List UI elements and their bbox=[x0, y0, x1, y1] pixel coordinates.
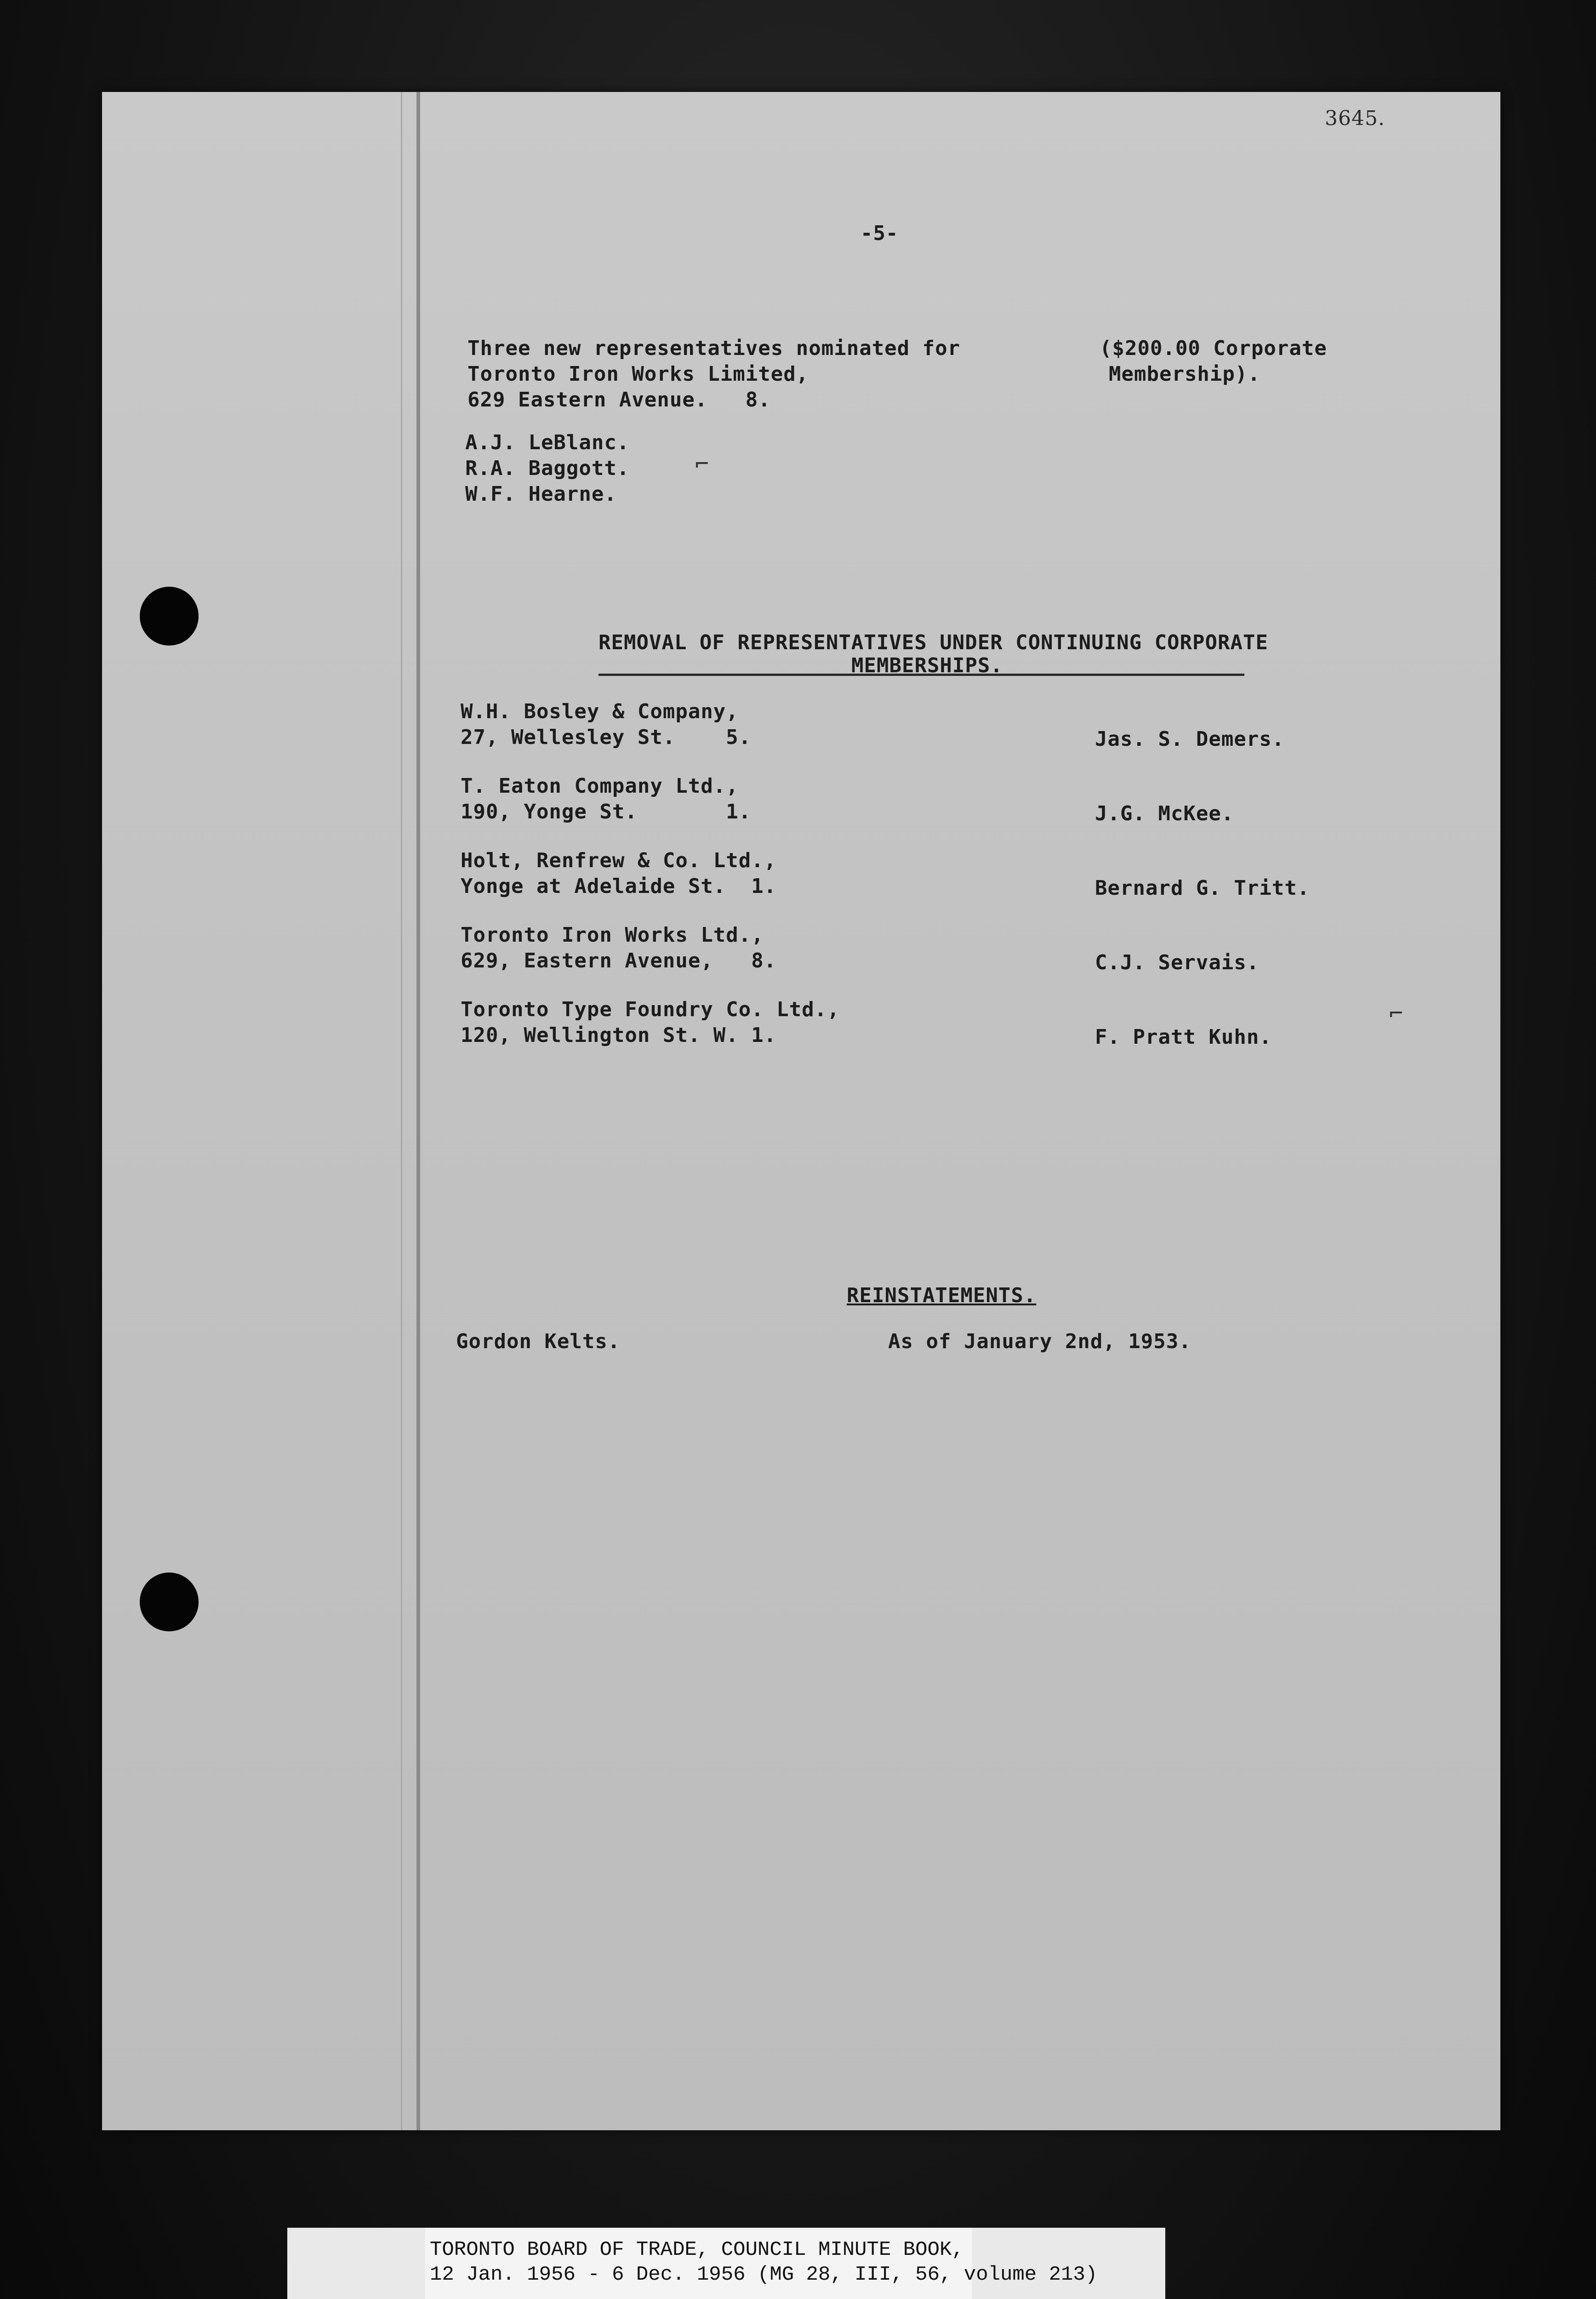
entry-3-representative: Bernard G. Tritt. bbox=[1095, 876, 1310, 900]
archive-label bbox=[287, 2228, 1165, 2299]
nomination-line-2: Toronto Iron Works Limited, bbox=[467, 362, 809, 386]
entry-5-company: Toronto Type Foundry Co. Ltd., bbox=[461, 998, 840, 1021]
entry-5-address: 120, Wellington St. W. 1. bbox=[461, 1024, 777, 1047]
entry-4-address: 629, Eastern Avenue, 8. bbox=[461, 949, 777, 972]
representative-3: W.F. Hearne. bbox=[465, 482, 617, 506]
entry-3-address: Yonge at Adelaide St. 1. bbox=[461, 875, 777, 898]
check-mark-2: ⌐ bbox=[1389, 1000, 1403, 1027]
entry-3-company: Holt, Renfrew & Co. Ltd., bbox=[461, 849, 777, 872]
representative-2: R.A. Baggott. bbox=[465, 457, 630, 480]
nomination-line-1: Three new representatives nominated for bbox=[467, 337, 961, 360]
removal-heading-line-2: MEMBERSHIPS. bbox=[851, 654, 1003, 677]
nomination-line-3: 629 Eastern Avenue. 8. bbox=[467, 388, 771, 412]
margin-rule-light bbox=[401, 92, 402, 2130]
removal-heading-line-1: REMOVAL OF REPRESENTATIVES UNDER CONTINUING CORPORATE bbox=[598, 631, 1268, 654]
reinstated-name: Gordon Kelts. bbox=[456, 1330, 621, 1353]
margin-rule bbox=[416, 92, 420, 2130]
entry-4-representative: C.J. Servais. bbox=[1095, 951, 1260, 974]
reinstatement-date: As of January 2nd, 1953. bbox=[888, 1330, 1191, 1353]
representative-1: A.J. LeBlanc. bbox=[465, 431, 630, 454]
punch-hole-top bbox=[140, 587, 199, 646]
entry-5-representative: F. Pratt Kuhn. bbox=[1095, 1025, 1272, 1049]
fee-line-1: ($200.00 Corporate bbox=[1100, 337, 1327, 360]
entry-1-address: 27, Wellesley St. 5. bbox=[461, 726, 752, 749]
archive-label-line-2: 12 Jan. 1956 - 6 Dec. 1956 (MG 28, III, 56, volume 213) bbox=[430, 2263, 1098, 2286]
page-number: 3645. bbox=[1325, 107, 1385, 130]
entry-1-company: W.H. Bosley & Company, bbox=[461, 700, 739, 723]
entry-4-company: Toronto Iron Works Ltd., bbox=[461, 923, 764, 947]
entry-1-representative: Jas. S. Demers. bbox=[1095, 727, 1285, 751]
document-page bbox=[102, 92, 1500, 2130]
entry-2-representative: J.G. McKee. bbox=[1095, 802, 1234, 825]
archive-label-line-1: TORONTO BOARD OF TRADE, COUNCIL MINUTE BOOK, bbox=[430, 2238, 964, 2261]
entry-2-company: T. Eaton Company Ltd., bbox=[461, 774, 739, 798]
punch-hole-bottom bbox=[140, 1573, 199, 1631]
reinstatements-heading: REINSTATEMENTS. bbox=[847, 1284, 1037, 1307]
section-number: -5- bbox=[861, 222, 899, 245]
check-mark: ⌐ bbox=[695, 451, 709, 477]
entry-2-address: 190, Yonge St. 1. bbox=[461, 800, 752, 824]
fee-line-2: Membership). bbox=[1109, 362, 1260, 386]
